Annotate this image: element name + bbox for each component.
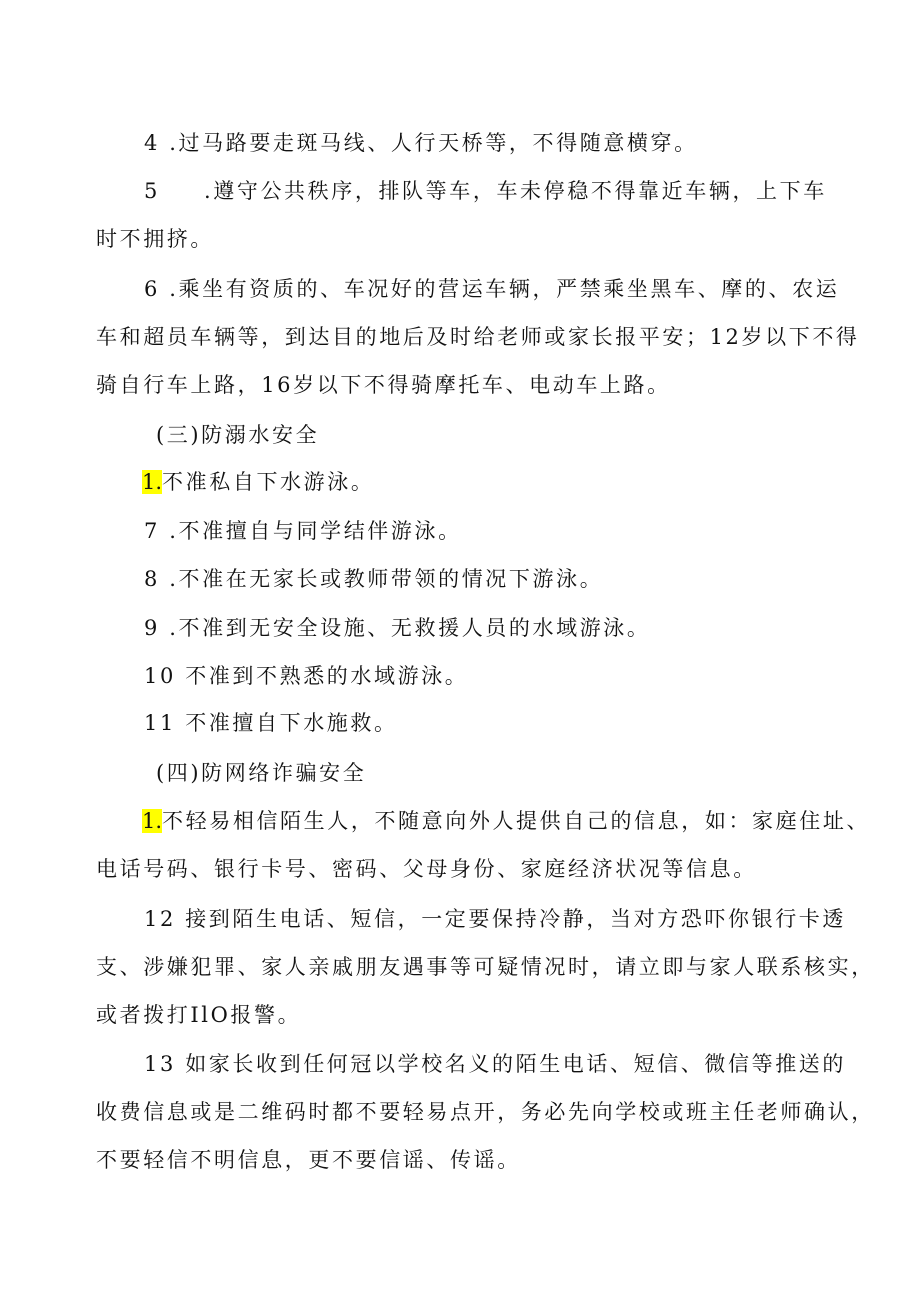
section-4-item-1-text: 不轻易相信陌生人，不随意向外人提供自己的信息，如：家庭住址、	[162, 809, 871, 833]
item-13-line-3: 不要轻信不明信息，更不要信谣、传谣。	[96, 1148, 521, 1172]
item-13-line-2: 收费信息或是二维码时都不要轻易点开，务必先向学校或班主任老师确认，	[96, 1100, 875, 1124]
item-9: 9 .不准到无安全设施、无救援人员的水域游泳。	[144, 616, 651, 640]
section-4-item-1-number: 1.	[142, 809, 163, 833]
section-4-heading: (四)防网络诈骗安全	[156, 761, 367, 785]
section-3-item-1-number: 1.	[142, 470, 163, 494]
section-4-item-1-line-1	[142, 806, 870, 836]
item-5-line-2: 时不拥挤。	[96, 227, 214, 251]
section-4-item-1-line-2: 电话号码、银行卡号、密码、父母身份、家庭经济状况等信息。	[96, 857, 757, 881]
item-13-line-1: 13 如家长收到任何冠以学校名义的陌生电话、短信、微信等推送的	[144, 1052, 846, 1076]
item-7: 7 .不准擅自与同学结伴游泳。	[144, 519, 462, 543]
item-4-text: .过马路要走斑马线、人行天桥等，不得随意横穿。	[169, 131, 698, 155]
item-12-line-3: 或者拨打IlO报警。	[96, 1003, 302, 1027]
item-5-line-1	[144, 176, 827, 206]
item-6-line-1: 6 .乘坐有资质的、车况好的营运车辆，严禁乘坐黑车、摩的、农运	[144, 277, 840, 301]
item-4	[144, 128, 698, 158]
item-12-line-2: 支、涉嫌犯罪、家人亲戚朋友遇事等可疑情况时，请立即与家人联系核实，	[96, 955, 875, 979]
item-11: 11 不准擅自下水施救。	[144, 711, 398, 735]
item-8: 8 .不准在无家长或教师带领的情况下游泳。	[144, 567, 604, 591]
section-3-heading: (三)防溺水安全	[156, 423, 320, 447]
item-5-text: .遵守公共秩序，排队等车，车未停稳不得靠近车辆，上下车	[203, 179, 827, 203]
section-3-item-1-text: 不准私自下水游泳。	[162, 470, 375, 494]
item-5-number: 5	[144, 179, 160, 203]
item-10: 10 不准到不熟悉的水域游泳。	[144, 664, 469, 688]
section-3-item-1	[142, 467, 374, 497]
item-6-line-2: 车和超员车辆等，到达目的地后及时给老师或家长报平安；12岁以下不得	[96, 325, 860, 349]
item-12-line-1: 12 接到陌生电话、短信，一定要保持冷静，当对方恐吓你银行卡透	[144, 907, 846, 931]
item-4-number: 4	[144, 131, 160, 155]
item-6-line-3: 骑自行车上路，16岁以下不得骑摩托车、电动车上路。	[96, 373, 671, 397]
